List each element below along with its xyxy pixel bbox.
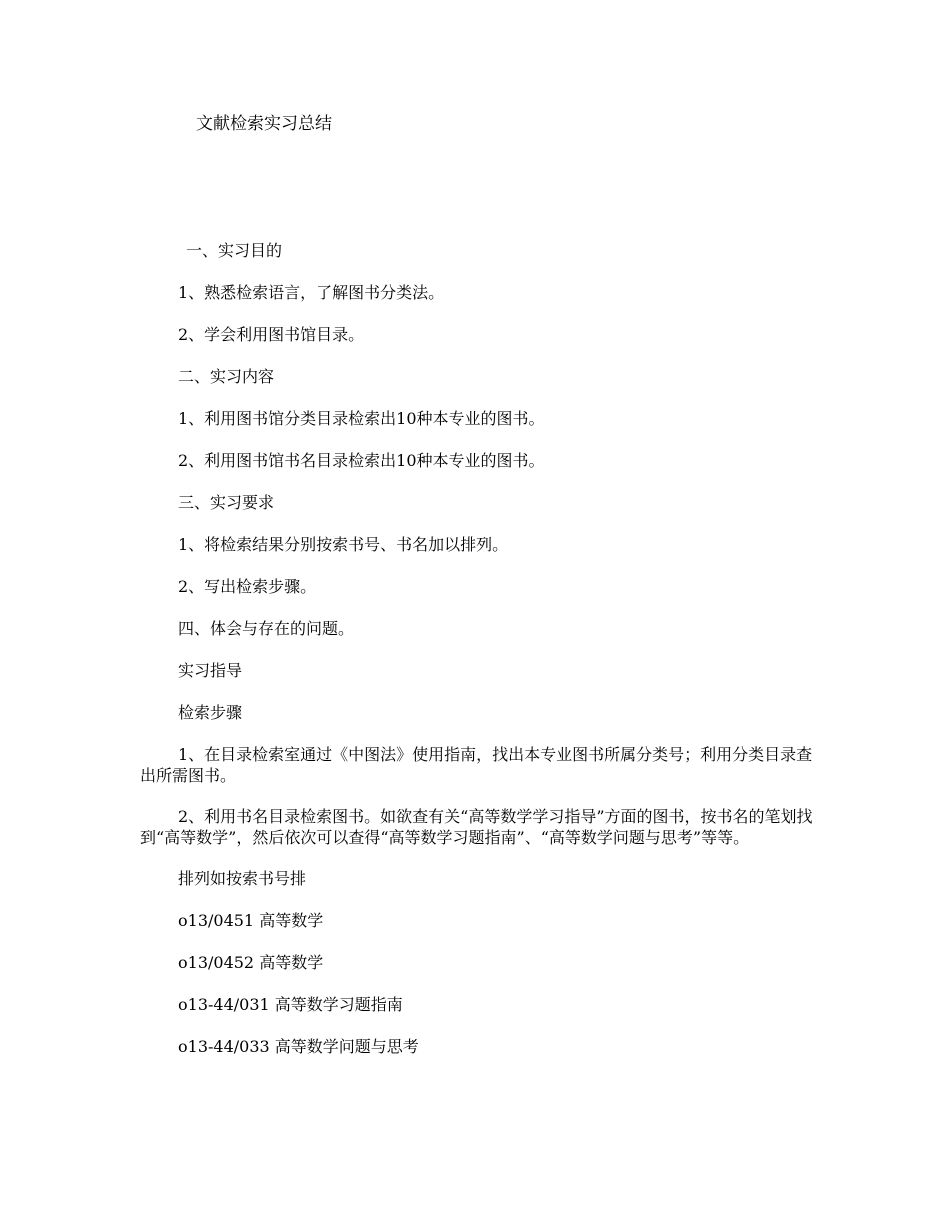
paragraph: 1、将检索结果分别按索书号、书名加以排列。: [178, 535, 509, 554]
list-item: o13/0451 高等数学: [178, 911, 324, 930]
paragraph: 2、写出检索步骤。: [178, 577, 317, 596]
paragraph: 2、学会利用图书馆目录。: [178, 325, 365, 344]
list-item: o13-44/033 高等数学问题与思考: [178, 1037, 419, 1056]
section-heading-steps: 检索步骤: [178, 703, 243, 722]
paragraph: 排列如按索书号排: [178, 869, 307, 888]
paragraph: 1、在目录检索室通过《中图法》使用指南，找出本专业图书所属分类号；利用分类目录查出所需图书。: [140, 745, 813, 785]
paragraph: 1、熟悉检索语言，了解图书分类法。: [178, 283, 445, 302]
document-title: 文献检索实习总结: [196, 114, 332, 134]
section-heading-content: 二、实习内容: [178, 367, 275, 386]
section-heading-reflection: 四、体会与存在的问题。: [178, 619, 355, 638]
document-body: [140, 240, 815, 1078]
paragraph: 2、利用书名目录检索图书。如欲查有关“高等数学学习指导”方面的图书，按书名的笔划找到“高等数学”，然后依次可以查得“高等数学习题指南”、“高等数学问题与思考”等等。: [140, 807, 813, 847]
section-heading-purpose: 一、实习目的: [186, 241, 283, 260]
list-item: o13/0452 高等数学: [178, 953, 324, 972]
list-item: o13-44/031 高等数学习题指南: [178, 995, 403, 1014]
section-heading-guidance: 实习指导: [178, 661, 243, 680]
paragraph: 2、利用图书馆书名目录检索出10种本专业的图书。: [178, 451, 545, 470]
paragraph: 1、利用图书馆分类目录检索出10种本专业的图书。: [178, 409, 545, 428]
section-heading-requirements: 三、实习要求: [178, 493, 275, 512]
